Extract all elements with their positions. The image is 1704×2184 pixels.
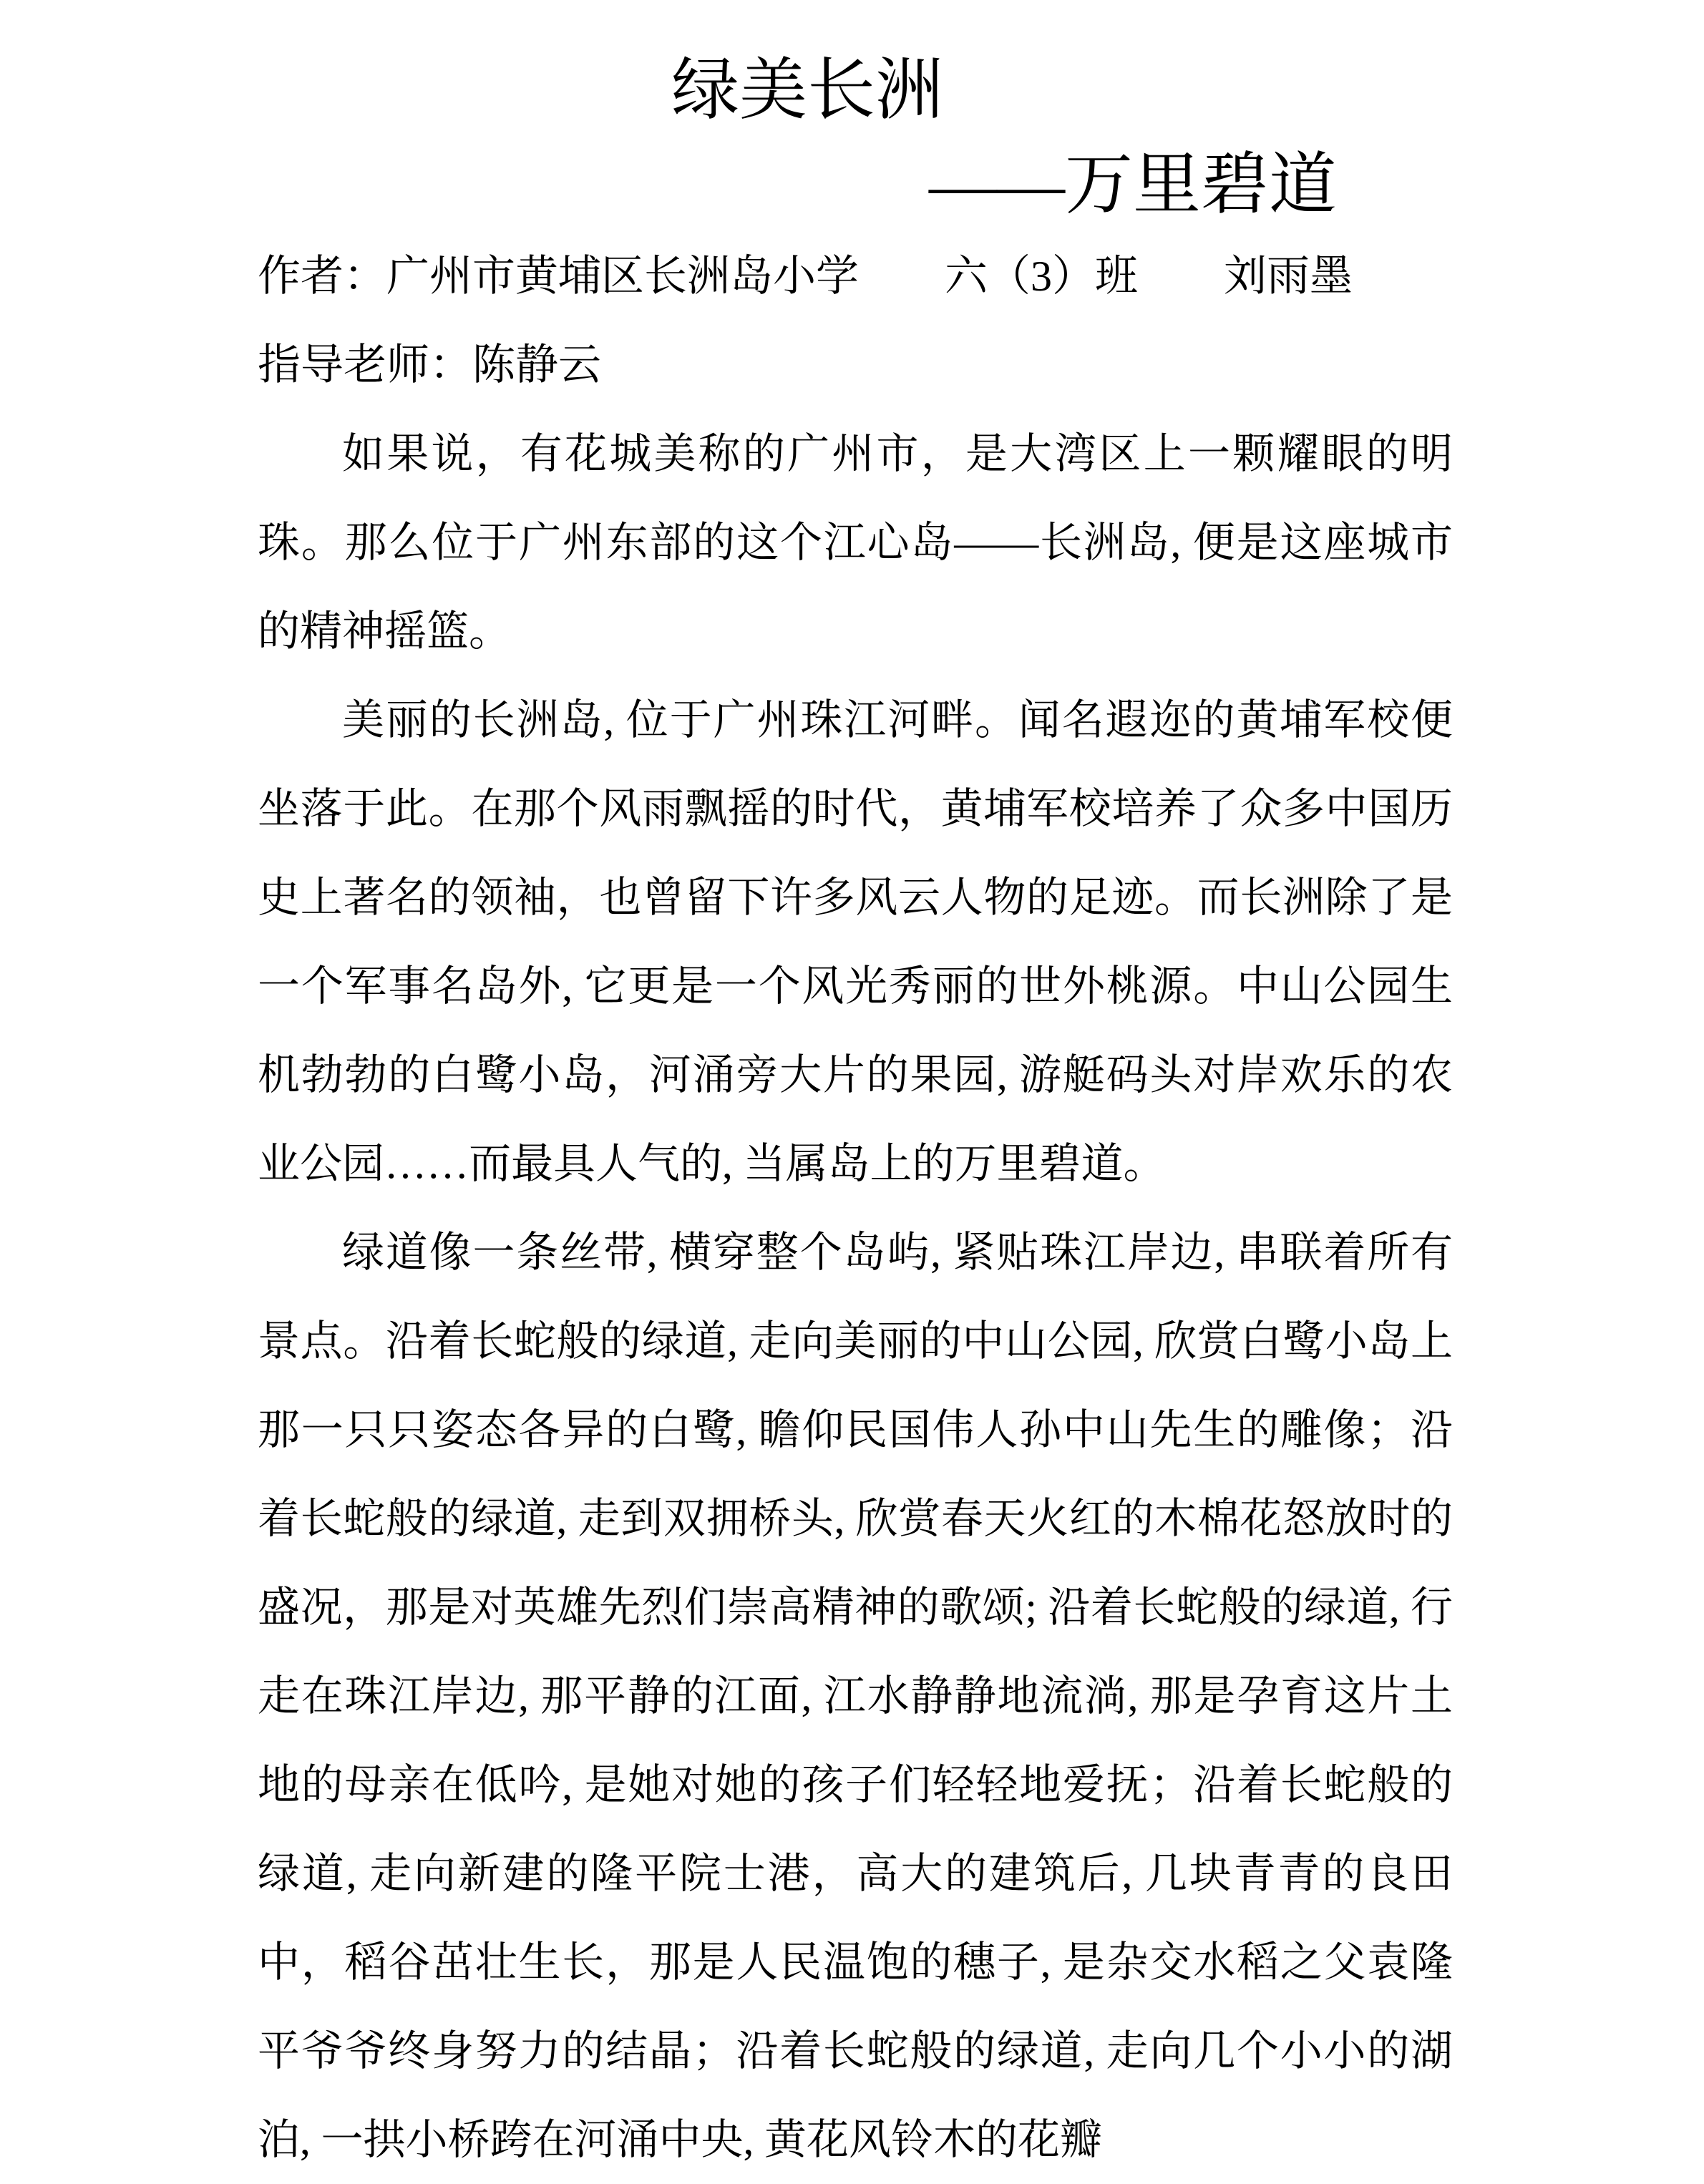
author-line: 作者：广州市黄埔区长洲岛小学 六（3）班 刘雨墨 xyxy=(258,253,1353,300)
teacher-line: 指导老师：陈静云 xyxy=(258,341,601,389)
paragraph-3: 绿道像一条丝带, 横穿整个岛屿, 紧贴珠江岸边, 串联着所有景点。沿着长蛇般的绿道, 走向美丽的中山公园, 欣赏白鹭小岛上那一只只姿态各异的白鹭, 瞻仰民国伟人孙中山先生的雕像；沿着长蛇般的绿道, 走到双拥桥头, 欣赏春天火红的木棉花怒放时的盛况，那是对英雄先烈们崇高精神的歌颂; 沿着长蛇般的绿道, 行走在珠江岸边, 那平静的江面, 江水静静地流淌, 那是孕育这片土地的母亲在低吟, 是她对她的孩子们轻轻地爱抚；沿着长蛇般的绿道, 走向新建的隆平院士港，高大的建筑后, 几块青青的良田中，稻谷茁壮生长，那是人民温饱的穗子, 是杂交水稻之父袁隆平爷爷终身努力的结晶；沿着长蛇般的绿道, 走向几个小小的湖泊, 一拱小桥跨在河涌中央, 黄花风铃木的花瓣 xyxy=(258,1229,1453,2163)
essay-body xyxy=(258,409,1453,2184)
document-subtitle: ——万里碧道 xyxy=(928,147,1337,223)
paragraph-1: 如果说，有花城美称的广州市，是大湾区上一颗耀眼的明珠。那么位于广州东部的这个江心岛——长洲岛, 便是这座城市的精神摇篮。 xyxy=(258,430,1453,655)
paragraph-2: 美丽的长洲岛, 位于广州珠江河畔。闻名遐迩的黄埔军校便坐落于此。在那个风雨飘摇的时代，黄埔军校培养了众多中国历史上著名的领袖，也曾留下许多风云人物的足迹。而长洲除了是一个军事名岛外, 它更是一个风光秀丽的世外桃源。中山公园生机勃勃的白鹭小岛，河涌旁大片的果园, 游艇码头对岸欢乐的农业公园……而最具人气的, 当属岛上的万里碧道。 xyxy=(258,696,1453,1187)
document-title: 绿美长洲 xyxy=(671,52,943,128)
